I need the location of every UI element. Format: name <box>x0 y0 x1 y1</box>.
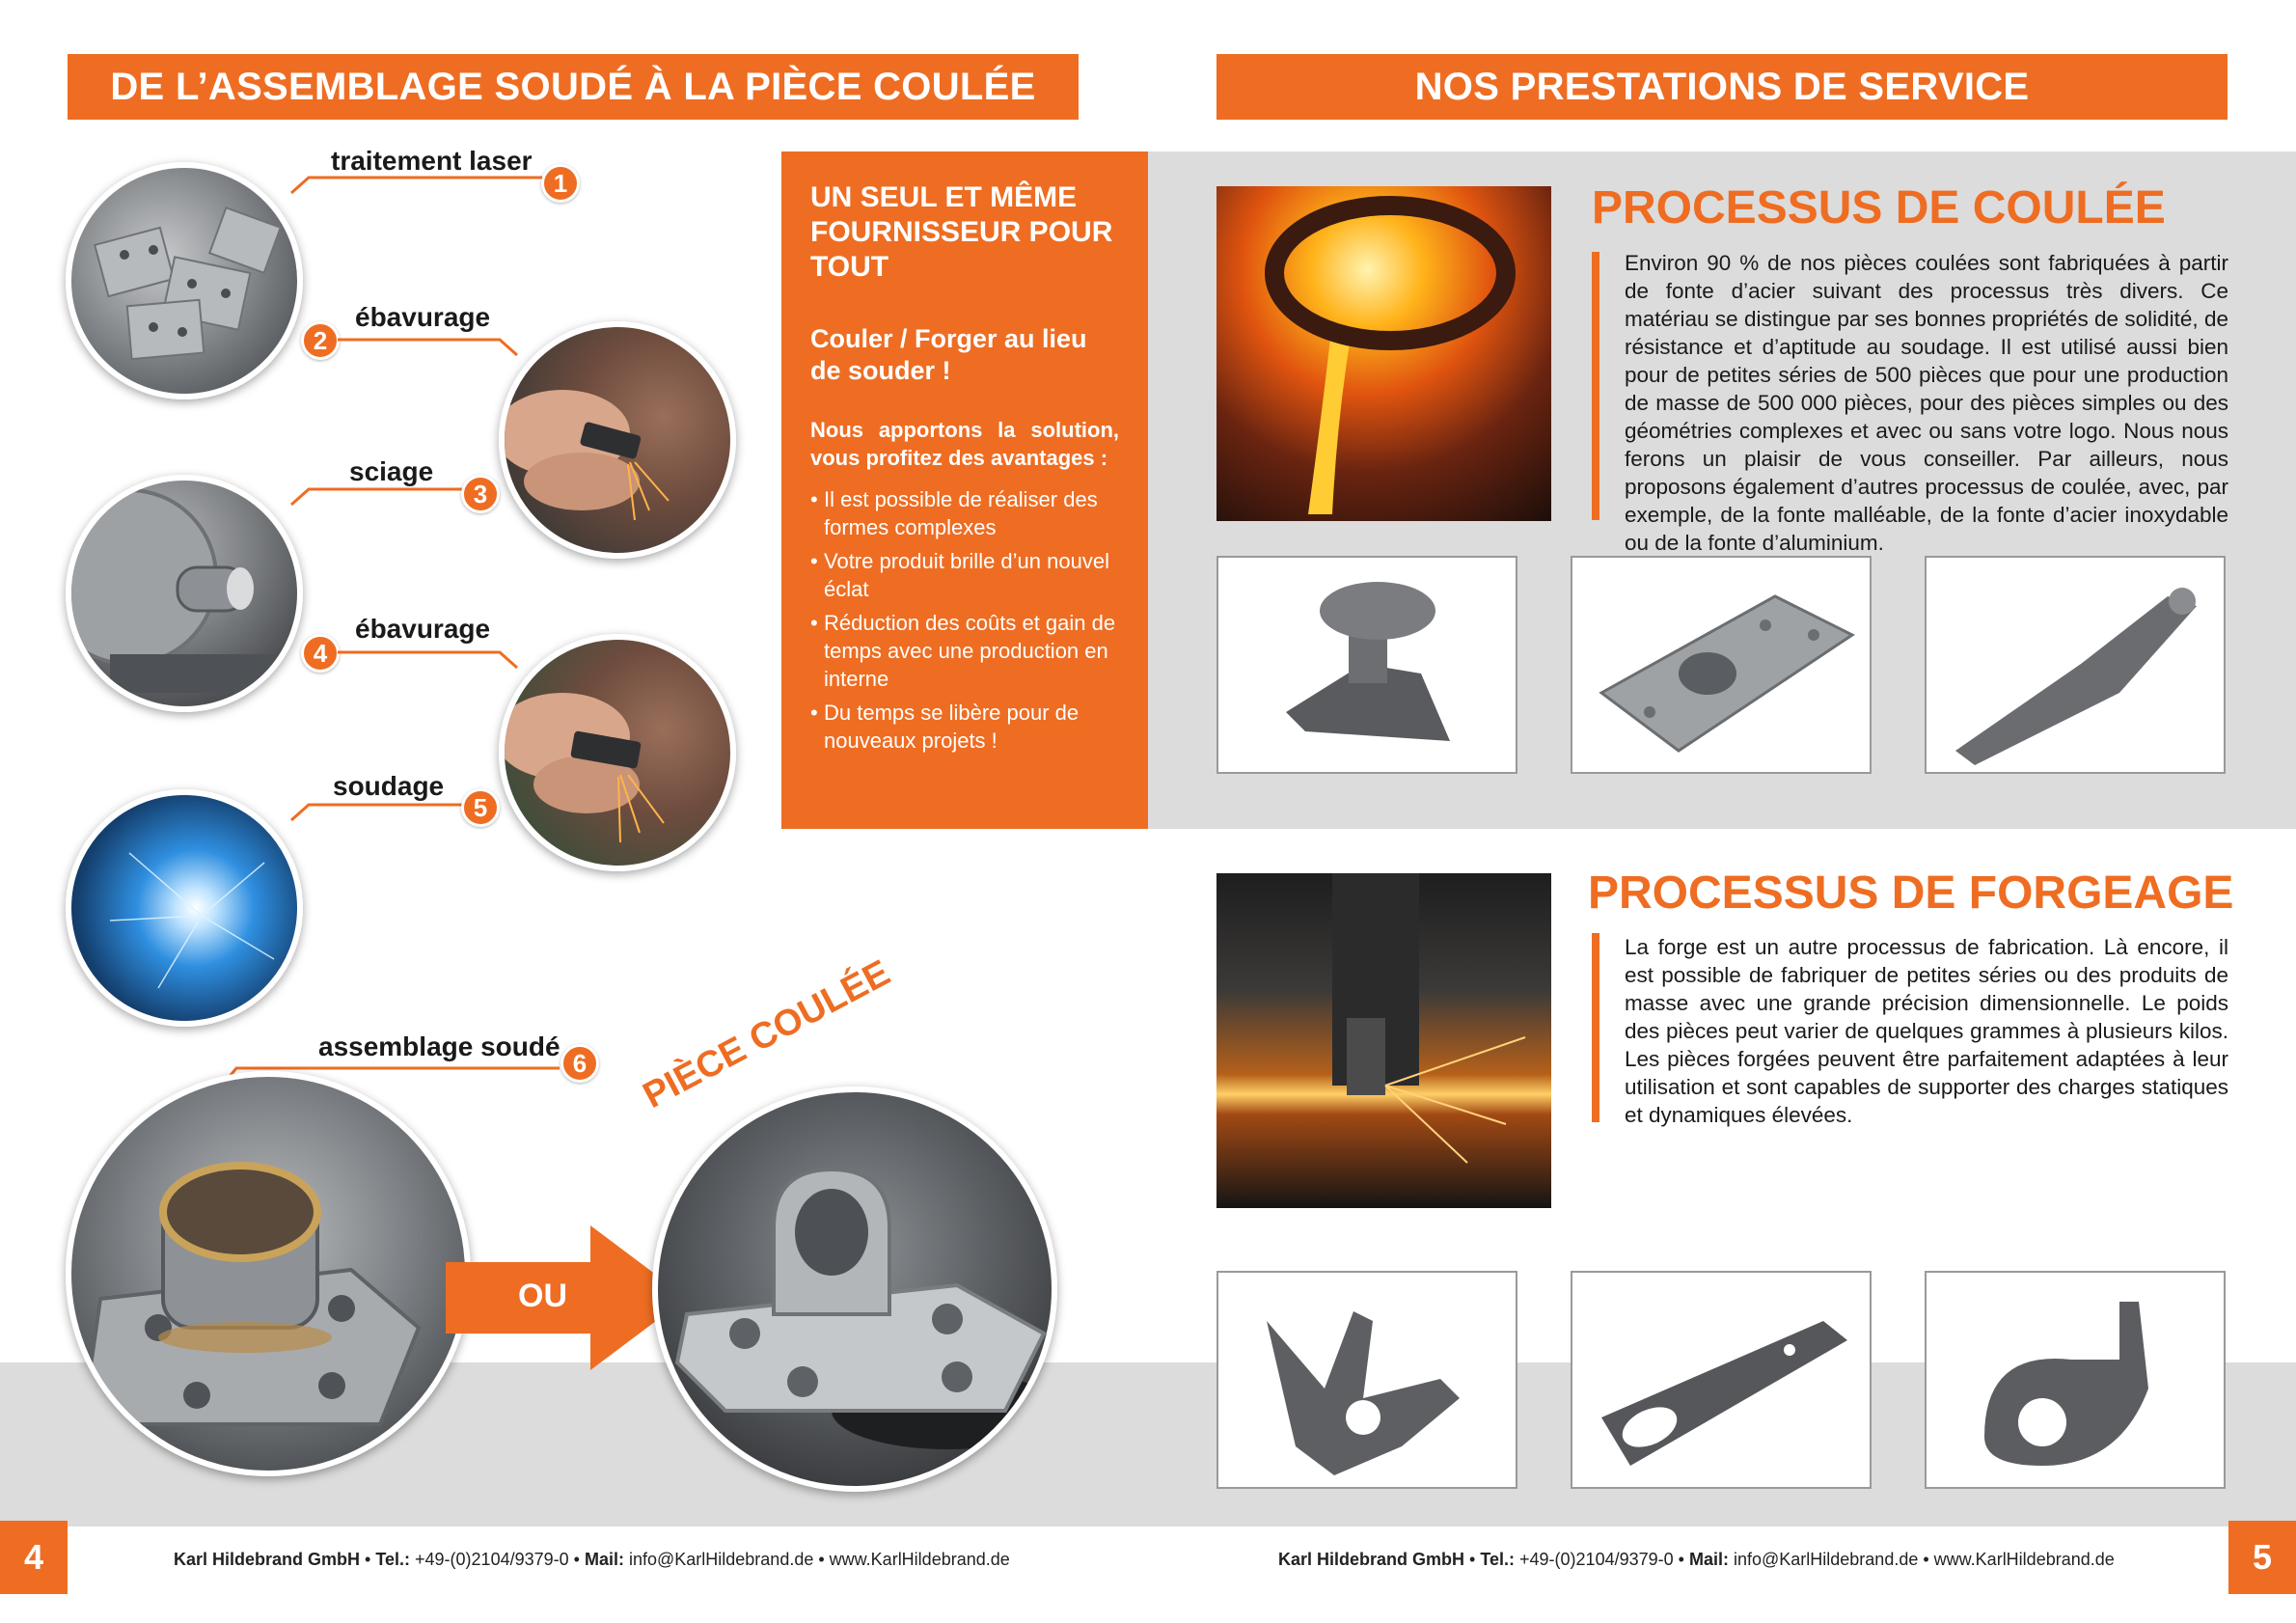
step-4-leader <box>338 641 521 670</box>
step-6-number: 6 <box>560 1044 599 1083</box>
footer-mail: info@KarlHildebrand.de <box>1728 1550 1919 1569</box>
footer-tel-label: Tel.: <box>1480 1550 1516 1569</box>
forging-text: La forge est un autre processus de fabrication. Là encore, il est possible de fabriquer de petites séries ou des produits de masse avec une grande précision dimensionnelle. Le poids des pièces peut varier de quelques grammes à plusieurs kilos. Les pièces forgées peuvent être parfaitement adaptées à leur utilisation et sont capables de supporter des charges statiques et dynamiques élevées. <box>1625 935 2228 1127</box>
casting-title: PROCESSUS DE COULÉE <box>1592 182 2166 234</box>
footer-company: Karl Hildebrand GmbH <box>1278 1550 1465 1569</box>
laser-cut-parts-photo <box>66 162 303 399</box>
footer-mail-label: Mail: <box>584 1550 624 1569</box>
arrow-ou-label: OU <box>518 1278 567 1314</box>
step-2-number: 2 <box>301 321 340 360</box>
forged-product-1 <box>1216 1271 1517 1489</box>
footer-tel: +49-(0)2104/9379-0 <box>1515 1550 1674 1569</box>
left-page-header-text: DE L’ASSEMBLAGE SOUDÉ À LA PIÈCE COULÉE <box>110 65 1036 108</box>
footer-mail: info@KarlHildebrand.de <box>623 1550 814 1569</box>
step-4-number: 4 <box>301 634 340 673</box>
forged-product-2 <box>1571 1271 1872 1489</box>
step-1-label: traitement laser <box>331 146 533 176</box>
footer-tel: +49-(0)2104/9379-0 <box>410 1550 569 1569</box>
info-box-bullets <box>810 485 1119 755</box>
list-item: • Du temps se libère pour de nouveaux projets ! <box>810 699 1119 755</box>
footer-sep: • <box>1918 1550 1934 1569</box>
right-page-header-text: NOS PRESTATIONS DE SERVICE <box>1414 65 2030 108</box>
step-1-leader <box>289 174 550 195</box>
forged-product-3 <box>1925 1271 2226 1489</box>
footer-sep: • <box>813 1550 830 1569</box>
footer-mail-label: Mail: <box>1688 1550 1729 1569</box>
info-box-subtitle: Couler / Forger au lieu de souder ! <box>810 324 1087 385</box>
step-5-leader <box>289 793 473 824</box>
info-box <box>781 151 1148 829</box>
footer-sep: • <box>1464 1550 1481 1569</box>
list-item: • Votre produit brille d’un nouvel éclat <box>810 547 1119 603</box>
casting-accent-line <box>1592 252 1599 520</box>
step-5-label: soudage <box>333 771 445 801</box>
welded-assembly-photo <box>66 1071 471 1476</box>
step-3-leader <box>289 478 482 509</box>
right-page-header <box>1216 54 2228 120</box>
footer-sep: • <box>1673 1550 1689 1569</box>
info-box-intro: Nous apportons la solution, vous profitez des avantages : <box>810 418 1119 470</box>
page-number-left: 4 <box>0 1521 68 1594</box>
forging-photo <box>1216 873 1551 1208</box>
casting-photo <box>1216 186 1551 521</box>
footer-left <box>174 1550 1010 1570</box>
deburring-photo-1 <box>499 321 736 559</box>
welding-photo <box>66 789 303 1027</box>
footer-sep: • <box>568 1550 585 1569</box>
footer-right <box>1278 1550 2115 1570</box>
footer-web: www.KarlHildebrand.de <box>829 1550 1010 1569</box>
forging-accent-line <box>1592 933 1599 1122</box>
casting-text: Environ 90 % de nos pièces coulées sont fabriquées à partir de fonte d’acier suivant des processus très divers. Ce matériau se distingue par ses bonnes propriétés de solidité, de résistance et d’aptitude au soudage. Il est utilisé aussi bien pour de petites séries de 500 pièces que pour une production de masse de 500 000 pièces, pour des pièces simples ou des géométries complexes et avec ou sans votre logo. Nous nous ferons un plaisir de vous conseiller. Par ailleurs, nous proposons également d’autres processus de coulée, avec, par exemple, de la fonte malléable, de la fonte d’acier inoxydable ou de la fonte d’aluminium. <box>1625 251 2228 555</box>
list-item: • Réduction des coûts et gain de temps avec une production en interne <box>810 609 1119 693</box>
footer-tel-label: Tel.: <box>375 1550 411 1569</box>
step-1-number: 1 <box>541 164 580 203</box>
cast-product-2 <box>1571 556 1872 774</box>
cast-part-label: PIÈCE COULÉE <box>637 952 897 1117</box>
step-4-label: ébavurage <box>355 614 491 644</box>
step-2-label: ébavurage <box>355 302 491 332</box>
left-page-header <box>68 54 1079 120</box>
step-3-number: 3 <box>461 475 500 513</box>
list-item: • Il est possible de réaliser des formes complexes <box>810 485 1119 541</box>
step-5-number: 5 <box>461 788 500 827</box>
cast-product-1 <box>1216 556 1517 774</box>
footer-sep: • <box>360 1550 376 1569</box>
cast-part-photo <box>652 1087 1057 1492</box>
info-box-title: UN SEUL ET MÊME FOURNISSEUR POUR TOUT <box>810 181 1113 283</box>
sawing-photo <box>66 475 303 712</box>
footer-company: Karl Hildebrand GmbH <box>174 1550 361 1569</box>
page-number-right: 5 <box>2228 1521 2296 1594</box>
step-6-label: assemblage soudé <box>318 1032 560 1061</box>
forging-title: PROCESSUS DE FORGEAGE <box>1588 867 2234 919</box>
step-3-label: sciage <box>349 456 434 486</box>
cast-product-3 <box>1925 556 2226 774</box>
deburring-photo-2 <box>499 634 736 871</box>
footer-web: www.KarlHildebrand.de <box>1933 1550 2115 1569</box>
